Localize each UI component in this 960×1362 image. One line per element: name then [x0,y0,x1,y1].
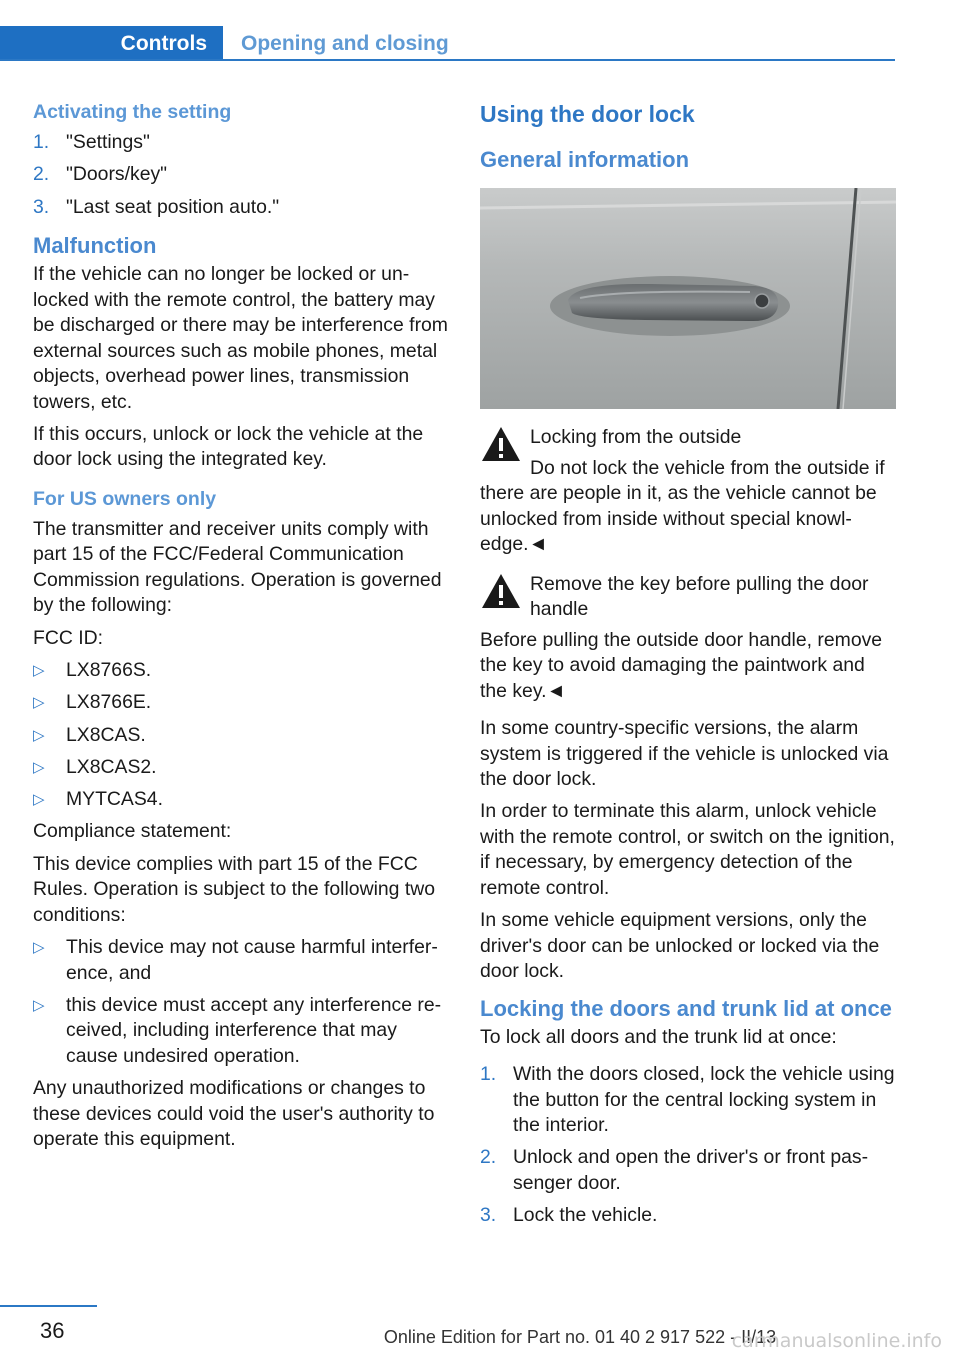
triangle-bullet-icon: ▷ [33,726,45,744]
header-divider [0,59,895,61]
warning-triangle-icon [480,425,522,463]
right-column [480,100,896,1235]
general-info-heading: General information [480,147,690,172]
triangle-bullet-icon: ▷ [33,758,45,776]
warning-remove-key [480,572,896,705]
list-item: 2. "Doors/key" [33,163,168,186]
warning-title: Remove the key before pulling the door handle [530,572,869,620]
alarm-text: In some country-specific versions, the alarm system is triggered if the vehicle is unlocked via the door lock. [480,717,889,790]
door-lock-heading: Using the door lock [480,101,695,127]
warning-triangle-icon [480,572,522,610]
watermark: carmanualsonline.info [731,1330,942,1352]
list-item: 3. "Last seat position auto." [33,195,280,218]
list-item: ▷ LX8CAS2. [33,755,449,781]
triangle-bullet-icon: ▷ [33,996,45,1014]
closing-text: Any unauthorized modifications or changes to these devices could void the user's authority to operate this equipment. [33,1077,435,1151]
activating-steps [33,130,449,220]
list-item: 1. "Settings" [33,131,150,153]
tab-opening-and-closing[interactable]: Opening and closing [241,31,449,55]
triangle-bullet-icon: ▷ [33,791,45,809]
edition-text: Online Edition for Part no. 01 40 2 917 522 - II/13 [383,1327,777,1347]
locking-intro: To lock all doors and the trunk lid at once: [480,1025,837,1048]
list-item: ▷ LX8766E. [33,690,449,716]
list-item: ▷ LX8CAS. [33,723,449,749]
activating-heading: Activating the setting [33,101,232,123]
warning-title: Locking from the outside [530,426,742,448]
locking-heading: Locking the doors and trunk lid at once [480,995,892,1021]
page-number: 36 [40,1318,65,1343]
list-item: ▷ MYTCAS4. [33,787,449,813]
malfunction-text-2: If this occurs, unlock or lock the vehicle at the door lock using the integrated key. [33,422,424,471]
fcc-id-label: FCC ID: [33,626,104,649]
list-item: 3. Lock the vehicle. [480,1204,658,1227]
locking-steps [480,1062,896,1229]
compliance-label: Compliance statement: [33,820,232,843]
terminate-alarm-text: In order to terminate this alarm, unlock vehicle with the remote control, or switch on the ignition, if necessary, by emergency detection of the remote control. [480,800,895,899]
warning-locking-outside [480,425,896,558]
list-item: ▷ LX8766S. [33,658,449,684]
footer-divider [0,1305,97,1307]
compliance-text: This device complies with part 15 of the FCC Rules. Operation is subject to the following two conditions: [33,852,436,926]
warning-body: Before pulling the outside door handle, remove the key to avoid damaging the paintwork and the key.◄ [480,628,883,702]
conditions-list [33,935,449,1069]
triangle-bullet-icon: ▷ [33,694,45,712]
list-item: 2. Unlock and open the driver's or front passenger door. [480,1146,869,1194]
tab-controls[interactable]: Controls [0,26,223,61]
fcc-id-list [33,658,449,813]
list-item: 1. With the doors closed, lock the vehicle using the button for the central locking system in the interior. [480,1063,895,1137]
malfunction-text-1: If the vehicle can no longer be locked or unlocked with the remote control, the battery may be discharged or there may be interference from external sources such as mobile phones, metal objects, overhead power lines, transmission towers, etc. [33,263,448,413]
us-owners-heading: For US owners only [33,487,217,510]
equipment-text: In some vehicle equipment versions, only the driver's door can be unlocked or locked via the door lock. [480,909,880,983]
triangle-bullet-icon: ▷ [33,939,45,957]
left-column [33,100,449,1159]
door-handle-photo [480,188,896,409]
triangle-bullet-icon: ▷ [33,661,45,679]
us-owners-text: The transmitter and receiver units comply with part 15 of the FCC/Federal Communication Commission regulations. Operation is governed by the following: [33,517,442,617]
list-item: ▷ This device may not cause harmful interference, and [33,936,438,984]
malfunction-heading: Malfunction [33,233,157,259]
list-item: ▷ this device must accept any interference received, including interference that may cause undesired operation. [33,993,442,1067]
warning-body: Do not lock the vehicle from the outside if there are people in it, as the vehicle cannot be unlocked from inside without special knowledge.◄ [480,456,885,555]
